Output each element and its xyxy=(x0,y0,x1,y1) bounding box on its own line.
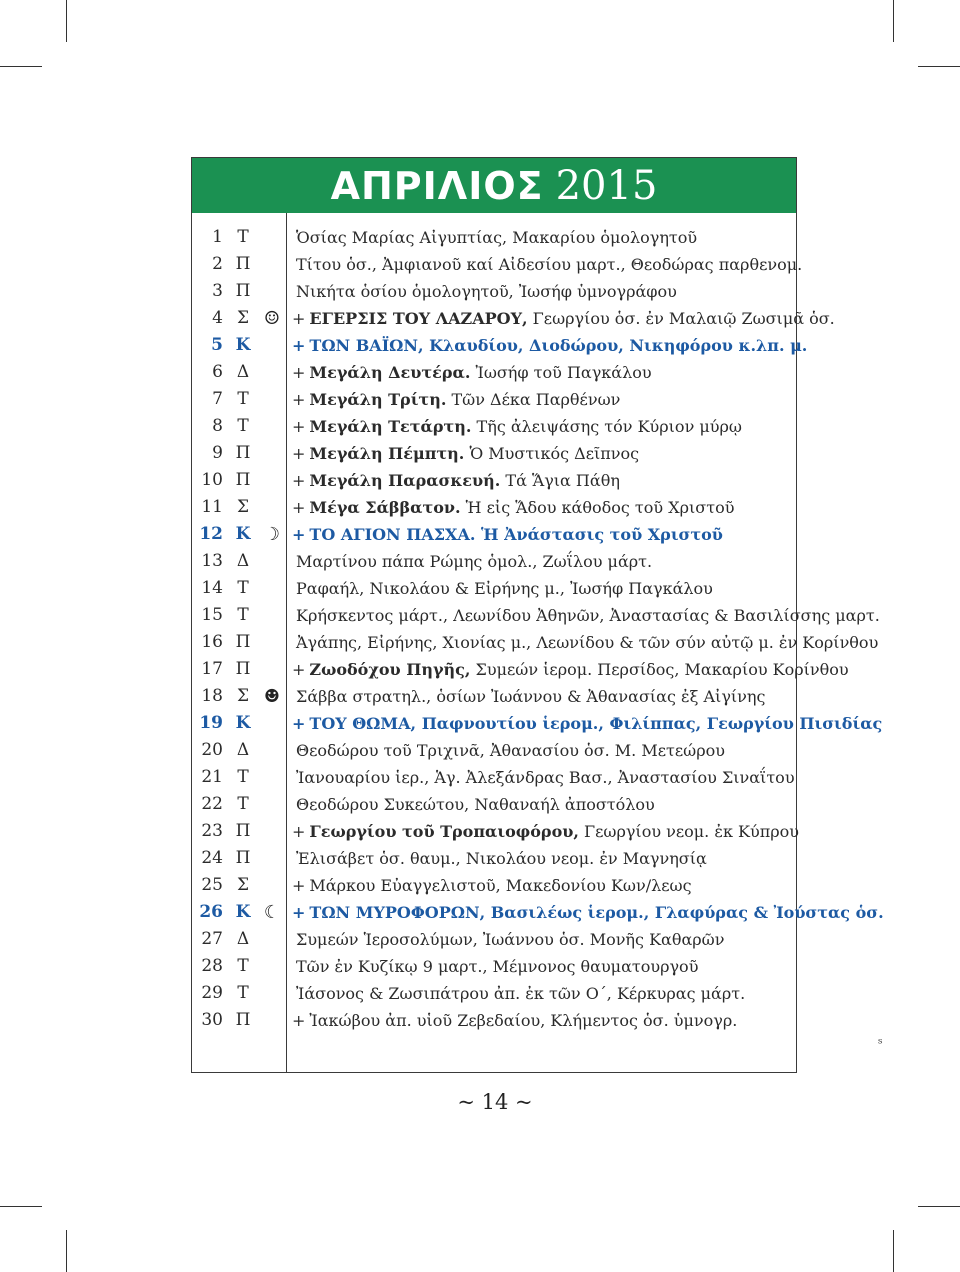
feast-saints: Ὁσίας Μαρίας Αἰγυπτίας, Μακαρίου ὁμολογητοῦ xyxy=(296,228,698,247)
day-row xyxy=(192,710,883,737)
feast-saints: Ἀγάπης, Εἰρήνης, Χιονίας μ., Λεωνίδου & τῶν σύν αὐτῷ μ. ἐν Κορίνθου xyxy=(296,633,879,652)
cross-icon: + xyxy=(292,498,306,517)
feast-text xyxy=(292,737,725,764)
feast-saints: ΤΟ ΑΓΙΟΝ ΠΑΣΧΑ. Ἡ Ἀνάστασις τοῦ Χριστοῦ xyxy=(309,525,723,544)
day-row xyxy=(192,386,796,413)
day-row xyxy=(192,683,796,710)
day-row xyxy=(192,575,796,602)
day-row xyxy=(192,251,803,278)
feast-saints: Σάββα στρατηλ., ὁσίων Ἰωάννου & Ἀθανασίας ἐξ Αἰγίνης xyxy=(296,687,766,706)
feast-saints: Ἡ εἰς Ἅδου κάθοδος τοῦ Χριστοῦ xyxy=(460,498,735,517)
moon-phase-icon: ☻ xyxy=(263,686,281,707)
day-of-week: Τ xyxy=(237,416,249,436)
day-number: 9 xyxy=(212,443,223,463)
feast-saints: Ὁ Μυστικός Δεῖπνος xyxy=(464,444,640,463)
day-number: 19 xyxy=(199,713,223,733)
feast-saints: Ἰάσονος & Ζωσιπάτρου ἀπ. ἐκ τῶν Ο΄, Κέρκυρας μάρτ. xyxy=(296,984,746,1003)
day-row xyxy=(192,926,796,953)
day-number: 7 xyxy=(212,389,223,409)
feast-text xyxy=(292,953,698,980)
day-number: 15 xyxy=(201,605,223,625)
cross-icon: + xyxy=(292,525,306,544)
feast-saints: ΤΩΝ ΜΥΡΟΦΟΡΩΝ, Βασιλέως ἱερομ., Γλαφύρας & Ἰούστας ὁσ. xyxy=(309,903,884,922)
feast-saints: Νικήτα ὁσίου ὁμολογητοῦ, Ἰωσήφ ὑμνογράφου xyxy=(296,282,677,301)
feast-text xyxy=(292,845,707,872)
feast-saints: Θεοδώρου τοῦ Τριχινᾶ, Ἀθανασίου ὁσ. Μ. Μετεώρου xyxy=(296,741,725,760)
cross-icon: + xyxy=(292,822,306,841)
feast-saints: Τά Ἅγια Πάθη xyxy=(500,471,620,490)
day-row xyxy=(192,278,796,305)
day-row xyxy=(192,521,796,548)
feast-text xyxy=(292,467,620,494)
day-number: 12 xyxy=(199,524,223,544)
day-row xyxy=(192,791,796,818)
cross-icon: + xyxy=(292,309,306,328)
day-of-week: Δ xyxy=(236,362,250,382)
crop-mark xyxy=(66,0,67,42)
day-row xyxy=(192,494,796,521)
feast-highlight: ΕΓΕΡΣΙΣ ΤΟΥ ΛΑΖΑΡΟΥ, xyxy=(309,309,528,328)
day-row xyxy=(192,305,835,332)
cross-icon: + xyxy=(292,336,306,355)
day-row xyxy=(192,467,796,494)
day-of-week: Π xyxy=(235,1010,251,1030)
day-of-week: Τ xyxy=(237,983,249,1003)
day-number: 16 xyxy=(201,632,223,652)
feast-highlight: Μεγάλη Παρασκευή. xyxy=(309,471,501,490)
day-of-week: Τ xyxy=(237,389,249,409)
day-row xyxy=(192,224,796,251)
feast-text xyxy=(292,332,807,359)
cross-icon: + xyxy=(292,390,306,409)
day-row xyxy=(192,548,796,575)
feast-saints: Τῆς ἀλειψάσης τόν Κύριον μύρῳ xyxy=(471,417,742,436)
feast-saints: Συμεών Ἱεροσολύμων, Ἰωάννου ὁσ. Μονῆς Καθαρῶν xyxy=(296,930,725,949)
day-number: 27 xyxy=(201,929,223,949)
day-of-week: Κ xyxy=(235,902,251,922)
feast-text xyxy=(292,575,713,602)
day-number: 25 xyxy=(201,875,223,895)
feast-saints: Κρήσκεντος μάρτ., Λεωνίδου Ἀθηνῶν, Ἀναστασίας & Βασιλίσσης μαρτ. xyxy=(296,606,880,625)
feast-text xyxy=(292,764,795,791)
day-of-week: Π xyxy=(235,443,251,463)
day-number: 28 xyxy=(201,956,223,976)
feast-text xyxy=(292,278,677,305)
feast-text xyxy=(292,494,734,521)
moon-phase-icon: ☽ xyxy=(263,524,281,545)
day-number: 10 xyxy=(201,470,223,490)
moon-phase-icon: ☺ xyxy=(263,308,281,329)
day-of-week: Σ xyxy=(236,686,250,706)
moon-phase-icon: ☾ xyxy=(263,902,281,923)
feast-text xyxy=(292,386,620,413)
feast-text xyxy=(292,980,745,1007)
day-number: 26 xyxy=(199,902,223,922)
day-of-week: Σ xyxy=(236,875,250,895)
day-number: 17 xyxy=(201,659,223,679)
day-of-week: Τ xyxy=(237,767,249,787)
feast-saints: ΤΩΝ ΒΑΪΩΝ, Κλαυδίου, Διοδώρου, Νικηφόρου κ.λπ. μ. xyxy=(309,336,808,355)
day-of-week: Τ xyxy=(237,794,249,814)
feast-saints: Τῶν Δέκα Παρθένων xyxy=(446,390,621,409)
feast-saints: Μαρτίνου πάπα Ρώμης ὁμολ., Ζωΐλου μάρτ. xyxy=(296,552,653,571)
day-number: 3 xyxy=(212,281,223,301)
day-number: 29 xyxy=(201,983,223,1003)
month-title: ΑΠΡΙΛΙΟΣ xyxy=(330,163,544,208)
cross-icon: + xyxy=(292,903,306,922)
day-row xyxy=(192,602,880,629)
cross-icon: + xyxy=(292,444,306,463)
cross-icon: + xyxy=(292,471,306,490)
day-row xyxy=(192,953,796,980)
feast-highlight: Γεωργίου τοῦ Τροπαιοφόρου, xyxy=(309,822,579,841)
crop-mark xyxy=(0,1206,42,1207)
day-of-week: Δ xyxy=(236,740,250,760)
feast-highlight: Μεγάλη Πέμπτη. xyxy=(309,444,465,463)
day-of-week: Τ xyxy=(237,956,249,976)
crop-mark xyxy=(918,66,960,67)
feast-text xyxy=(292,791,655,818)
day-of-week: Π xyxy=(235,254,251,274)
day-number: 1 xyxy=(212,227,223,247)
feast-saints: Ἐλισάβετ ὁσ. θαυμ., Νικολάου νεομ. ἐν Μαγνησίᾳ xyxy=(296,849,707,868)
day-row xyxy=(192,656,849,683)
cross-icon: + xyxy=(292,876,306,895)
day-number: 30 xyxy=(201,1010,223,1030)
day-of-week: Κ xyxy=(235,335,251,355)
day-of-week: Π xyxy=(235,281,251,301)
feast-saints: Θεοδώρου Συκεώτου, Ναθαναήλ ἀποστόλου xyxy=(296,795,655,814)
crop-mark xyxy=(893,1230,894,1272)
feast-text xyxy=(292,359,652,386)
day-of-week: Κ xyxy=(235,713,251,733)
feast-saints: Γεωργίου νεομ. ἐκ Κύπρου xyxy=(578,822,799,841)
crop-mark xyxy=(918,1206,960,1207)
day-of-week: Τ xyxy=(237,605,249,625)
day-row xyxy=(192,845,796,872)
calendar-header xyxy=(192,158,796,213)
feast-text xyxy=(292,818,799,845)
feast-text xyxy=(292,413,742,440)
feast-text xyxy=(292,656,849,683)
calendar-table xyxy=(191,157,884,1073)
day-of-week: Π xyxy=(235,659,251,679)
day-row xyxy=(192,1007,796,1034)
feast-text xyxy=(292,305,835,332)
day-of-week: Π xyxy=(235,470,251,490)
day-of-week: Τ xyxy=(237,227,249,247)
feast-text xyxy=(292,872,692,899)
feast-text xyxy=(292,521,723,548)
feast-text xyxy=(292,548,652,575)
feast-saints: Ἰωσήφ τοῦ Παγκάλου xyxy=(470,363,652,382)
feast-text xyxy=(292,602,880,629)
day-number: 8 xyxy=(212,416,223,436)
day-row xyxy=(192,818,799,845)
day-number: 24 xyxy=(201,848,223,868)
cross-icon: + xyxy=(292,660,306,679)
crop-mark xyxy=(66,1230,67,1272)
day-number: 11 xyxy=(201,497,223,517)
day-of-week: Δ xyxy=(236,551,250,571)
feast-text xyxy=(292,683,765,710)
cross-icon: + xyxy=(292,363,306,382)
day-row xyxy=(192,359,796,386)
feast-highlight: Μεγάλη Δευτέρα. xyxy=(309,363,471,382)
day-row xyxy=(192,764,796,791)
day-of-week: Σ xyxy=(236,497,250,517)
feast-text xyxy=(292,710,882,737)
day-row xyxy=(192,629,879,656)
day-row xyxy=(192,440,796,467)
day-number: 23 xyxy=(201,821,223,841)
feast-saints: Ἰανουαρίου ἱερ., Ἁγ. Ἀλεξάνδρας Βασ., Ἀναστασίου Σιναΐτου xyxy=(296,768,795,787)
feast-saints: Μάρκου Εὐαγγελιστοῦ, Μακεδονίου Κων/λεως xyxy=(309,876,692,895)
day-of-week: Π xyxy=(235,821,251,841)
feast-saints: Τῶν ἐν Κυζίκῳ 9 μαρτ., Μέμνονος θαυματουργοῦ xyxy=(296,957,699,976)
crop-mark xyxy=(893,0,894,42)
day-row xyxy=(192,737,796,764)
feast-saints: Γεωργίου ὁσ. ἐν Μαλαιῷ Ζωσιμᾶ ὁσ. xyxy=(527,309,835,328)
cross-icon: + xyxy=(292,714,306,733)
feast-saints: Ἰακώβου ἀπ. υἱοῦ Ζεβεδαίου, Κλήμεντος ὁσ. ὑμνογρ. xyxy=(309,1011,738,1030)
feast-saints: ΤΟΥ ΘΩΜΑ, Παφνουτίου ἱερομ., Φιλίππας, Γεωργίου Πισιδίας xyxy=(309,714,883,733)
day-number: 22 xyxy=(201,794,223,814)
stray-mark: ˢ xyxy=(878,1036,883,1052)
day-of-week: Σ xyxy=(236,308,250,328)
crop-mark xyxy=(0,66,42,67)
cross-icon: + xyxy=(292,1011,306,1030)
feast-text xyxy=(292,251,802,278)
feast-text xyxy=(292,899,884,926)
day-number: 18 xyxy=(201,686,223,706)
feast-text xyxy=(292,440,639,467)
day-row xyxy=(192,980,796,1007)
day-of-week: Τ xyxy=(237,578,249,598)
day-number: 6 xyxy=(212,362,223,382)
day-number: 14 xyxy=(201,578,223,598)
day-number: 4 xyxy=(212,308,223,328)
feast-saints: Τίτου ὁσ., Ἀμφιανοῦ καί Αἰδεσίου μαρτ., Θεοδώρας παρθενομ. xyxy=(296,255,803,274)
day-of-week: Π xyxy=(235,848,251,868)
page-number: ~ 14 ~ xyxy=(457,1090,533,1114)
day-of-week: Δ xyxy=(236,929,250,949)
feast-saints: Ραφαήλ, Νικολάου & Εἰρήνης μ., Ἰωσήφ Παγκάλου xyxy=(296,579,713,598)
feast-highlight: Ζωοδόχου Πηγῆς, xyxy=(309,660,471,679)
day-row xyxy=(192,899,884,926)
feast-highlight: Μεγάλη Τετάρτη. xyxy=(309,417,472,436)
feast-highlight: Μεγάλη Τρίτη. xyxy=(309,390,447,409)
day-row xyxy=(192,872,796,899)
day-list xyxy=(192,224,884,1034)
feast-text xyxy=(292,926,724,953)
day-number: 5 xyxy=(211,335,223,355)
year-title: 2015 xyxy=(555,162,658,209)
day-row xyxy=(192,413,796,440)
day-number: 13 xyxy=(201,551,223,571)
day-of-week: Π xyxy=(235,632,251,652)
feast-text xyxy=(292,629,878,656)
day-of-week: Κ xyxy=(235,524,251,544)
day-number: 21 xyxy=(201,767,223,787)
feast-saints: Συμεών ἱερομ. Περσίδος, Μακαρίου Κορίνθου xyxy=(470,660,849,679)
day-row xyxy=(192,332,808,359)
day-number: 20 xyxy=(201,740,223,760)
feast-text xyxy=(292,224,697,251)
cross-icon: + xyxy=(292,417,306,436)
feast-text xyxy=(292,1007,737,1034)
day-number: 2 xyxy=(212,254,223,274)
feast-highlight: Μέγα Σάββατον. xyxy=(309,498,461,517)
